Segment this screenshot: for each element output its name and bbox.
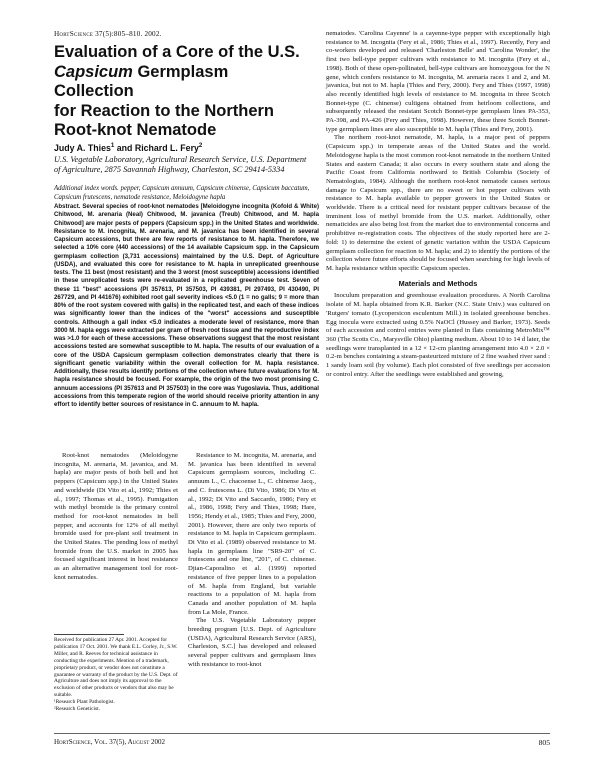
- title-line-4: Root-knot Nematode: [54, 121, 217, 139]
- intro-paragraph-1: Root-knot nematodes (Meloidogyne incognita, M. arenaria, M. javanica, and M. hapla) are major pests of both bell and hot peppers (Capsicum spp.) in the United States and worldwide (Di Vito et al., 1992; Thies et al., 1997; Thomas et al., 1995). Fumigation with methyl bromide is the primary control method for root-knot nematodes in bell pepper, and accounts for 12% of all methyl bromide used for pre-plant soil treatment in the United States. The pending loss of methyl bromide from the U.S. market in 2005 has focused significant interest in host resistance as an alternative management tool for root-knot nematodes.: [54, 452, 178, 581]
- author-2: and Richard L. Fery: [114, 143, 199, 153]
- footnote-divider: [54, 634, 124, 635]
- intro-paragraph-2: Resistance to M. incognita, M. arenaria, and M. javanica has been identified in several Capsicum germplasm sources, including C. annuum L., C. chacoense L., C. chinense Jacq., and C. frutescens L. (Di Vito, 1986; Di Vito et al., 1992; Di Vito and Saccardo, 1986; Fery et al., 1986, 1998; Fery and Thies, 1998; Hare, 1956; Hendy et al., 1985; Thies and Fery, 2000, 2001). However, there are only two reports of resistance to M. hapla in Capsicum germplasm. Di Vito et al. (1989) observed resistance to M. hapla in germplasm line "SR9-20" of C. frutescens and one line, "201", of C. chinense. Djian-Caporalino et al. (1999) reported resistance of five pepper lines to a population of M. hapla from England, but variable reactions to a population of M. hapla from Canada and another population of M. hapla from La Mole, France.: [188, 452, 316, 616]
- footer-divider: [54, 733, 550, 734]
- journal-citation-header: HortScience 37(5):805–810. 2002.: [54, 30, 162, 38]
- section-heading-materials-methods: Materials and Methods: [398, 278, 478, 288]
- methods-paragraph-1: Inoculum preparation and greenhouse evaluation procedures. A North Carolina isolate of M. hapla obtained from K.R. Barker (N.C. State Univ.) was cultured on 'Rutgers' tomato (Lycopersicon esculentum Mill.) in isolated greenhouse benches. Egg inocula were extracted using 0.5% NaOCl (Hussey and Barker, 1973). Seeds of each accession and control entries were planted in flats containing MetroMix™ 360 (The Scotts Co., Marysville Ohio) planting medium. About 10 to 14 d later, the seedlings were transplanted in a 12 × 12-cm planting arrangement into 4.0 × 2.0 × 0.2-m benches containing a steam-pasteurized mixture of 2 fine washed river sand : 1 sandy loam soil (by volume). Each plot consisted of five seedlings per accession or control entry. After the seedlings were established and growing,: [326, 292, 550, 378]
- affiliation: [54, 155, 319, 175]
- author-list: [54, 143, 319, 153]
- index-words: Additional index words. pepper, Capsicum annuum, Capsicum chinense, Capsicum baccatum, Capsicum frutescens, nematode resistance, Meloidogyne hapla: [54, 185, 310, 201]
- affiliation-line-1: U.S. Vegetable Laboratory, Agricultural Research Service, U.S. Department: [54, 155, 307, 164]
- footnotes: [54, 637, 178, 713]
- footnote-received: Received for publication 27 Apr. 2001. Accepted for publication 17 Oct. 2001. We thank E.L. Corley, Jr., S.W. Miller, and R. Reeves for technical assistance in conducting the experiments. Mention of a trademark, proprietary product, or vendor does not constitute a guarantee or warranty of the product by the U.S. Dept. of Agriculture and does not imply its approval to the exclusion of other products or vendors that also may be suitable.: [54, 637, 178, 699]
- affiliation-line-2: of Agriculture, 2875 Savannah Highway, Charleston, SC 29414-5334: [54, 165, 285, 174]
- author-2-mark: 2: [198, 142, 203, 150]
- footnote-author-2: ²Research Geneticist.: [54, 706, 100, 713]
- author-1: Judy A. Thies: [54, 143, 111, 153]
- author-1-mark: 1: [110, 142, 115, 150]
- intro-paragraph-3: The U.S. Vegetable Laboratory pepper breeding program [U.S. Dept. of Agriculture (USDA), Agricultural Research Service (ARS), Charleston, S.C.] has developed and released several pepper cultivars and germplasm lines with resistance to root-knot: [188, 617, 316, 668]
- title-line-2-rest: Germplasm Collection: [54, 62, 229, 100]
- title-genus: Capsicum: [54, 62, 133, 81]
- intro-paragraph-4: The northern root-knot nematode, M. hapla, is a major pest of peppers (Capsicum spp.) in temperate areas of the United States and the world. Meloidogyne hapla is the most common root-knot nematode in the northern United States and eastern Canada; it also occurs in every southern state and along the Pacific Coast from California northward to British Columbia (Society of Nematologists, 1984). Although the northern root-knot nematode causes serious damage to Capsicum spp., there are no sweet or hot pepper cultivars with resistance to M. hapla available to pepper growers in the United States or worldwide. There is a critical need for resistant pepper cultivars because of the imminent loss of methyl bromide from the U.S. market. Additionally, other nematicides are also being lost from the market due to environmental concerns and prohibitive re-registration costs. The objectives of the study reported here are 2-fold: 1) to determine the extent of genetic variation within the USDA Capsicum germplasm collection for reaction to M. hapla; and 2) to identify the portions of the collection where future efforts should be focused when searching for high levels of M. hapla resistance within specific Capsicum species.: [326, 134, 550, 272]
- body-column-1: [54, 452, 178, 583]
- abstract: Abstract. Several species of root-knot nematodes [Meloidogyne incognita (Kofold & White) Chitwood, M. arenaria (Neal) Chitwood, M. javanica (Treub) Chitwood, and M. hapla Chitwood] are major pests of peppers (Capsicum spp.) in the United States and worldwide. Resistance to M. incognita, M. arenaria, and M. javanica has been identified in several Capsicum accessions, but there are few reports of resistance to M. hapla. Therefore, we selected a 10% core (440 accessions) of the 14 available Capsicum spp. in the Capsicum germplasm collection (3,731 accessions) maintained by the U.S. Dept. of Agriculture (USDA), and evaluated this core for resistance to M. hapla in unreplicated greenhouse tests. The 11 best (most resistant) and the 3 worst (most susceptible) accessions identified in these unreplicated tests were re-evaluated in a replicated greenhouse test. Seven of these 11 "best" accessions (PI 357613, PI 357503, PI 439381, PI 297493, PI 430490, PI 267729, and PI 441676) exhibited root gall severity indices <5.0 (1 = no galls; 9 = more than 80% of the root system covered with galls) in the replicated test, and each of these indices was significantly lower than the indices of the "worst" accessions and susceptible controls. Although a gall index <5.0 indicates a moderate level of resistance, more than 3000 M. hapla eggs were extracted per gram of fresh root tissue and the reproductive index was >1.0 for each of these accessions. These observations suggest that the most resistant accessions tested are somewhat susceptible to M. hapla. The results of our evaluation of a core of the USDA Capsicum germplasm collection demonstrates clearly that there is significant genetic variability within the overall collection for M. hapla resistance. Additionally, these results identify portions of the collection where future evaluations for M. hapla resistance should be focused. For example, the origin of the two most promising C. annuum accessions (PI 357613 and PI 357503) in the core was Yugoslavia. Thus, additional accessions from this temperate region of the world should receive priority attention in any effort to identify better sources of resistance in C. annuum to M. hapla.: [54, 203, 319, 408]
- title-line-2: [54, 63, 309, 102]
- title-line-3: for Reaction to the Northern: [54, 101, 275, 120]
- article-title: [54, 43, 309, 141]
- footnote-author-1: ¹Research Plant Pathologist.: [54, 699, 115, 706]
- body-column-3: [326, 30, 550, 379]
- footer-journal-issue: HortScience, Vol. 37(5), August 2002: [54, 738, 166, 746]
- page-number: 805: [538, 738, 550, 747]
- intro-paragraph-continued: nematodes. 'Carolina Cayenne' is a cayenne-type pepper with exceptionally high resistance to M. incognita (Fery et al., 1986; Thies et al., 1997). Recently, Fery and co-workers developed and released 'Charleston Belle' and 'Carolina Wonder', the first two bell-type pepper cultivars with resistance to M. incognita (Fery et al., 1998). Both of these open-pollinated, bell-type cultivars are homozygous for the N gene, which confers resistance to M. incognita, M. arenaria races 1 and 2, and M. javanica, but not to M. hapla (Thies and Fery, 2000). Fery and Thies (1997, 1998) also recently identified high levels of resistance to M. incognita in three Scotch Bonnet-type (C. chinense) cultigens obtained from heirloom collections, and subsequently released the resistant Scotch Bonnet-type germplasm lines PA-353, PA-398, and PA-426 (Fery and Thies, 1998). However, these three Scotch Bonnet-type germplasm lines are also susceptible to M. hapla (Thies and Fery, 2001).: [326, 30, 550, 133]
- title-line-1: Evaluation of a Core of the U.S.: [54, 43, 300, 61]
- body-column-2: [188, 452, 316, 670]
